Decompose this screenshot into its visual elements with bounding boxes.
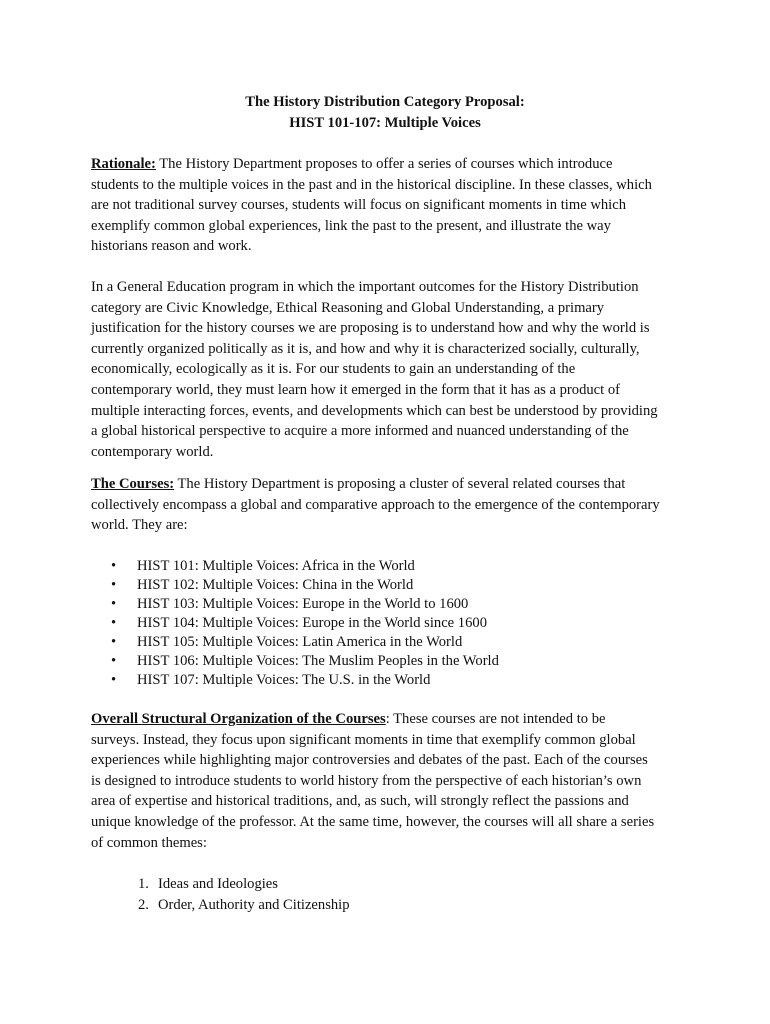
gen-ed-paragraph (91, 277, 691, 462)
structure-heading: Overall Structural Organization of the Courses (91, 711, 386, 727)
theme-text: Ideas and Ideologies (158, 876, 278, 892)
list-item: • HIST 104: Multiple Voices: Europe in the World since 1600 (111, 614, 499, 633)
theme-number: 1. (138, 876, 149, 892)
gen-ed-line-5: economically, ecologically as it is. For our students to gain an understanding of the (91, 361, 576, 378)
structure-line-1: : These courses are not intended to be (385, 711, 606, 727)
document-title (0, 92, 770, 133)
rationale-line-4: exemplify common global experiences, link the past to the present, and illustrate the way (91, 217, 611, 234)
gen-ed-line-4: currently organized politically as it is, and how and why it is characterized socially, culturally, (91, 340, 640, 357)
rationale-line-5: historians reason and work. (91, 238, 252, 255)
title-line-1: The History Distribution Category Proposal: (245, 94, 525, 110)
course-list (111, 557, 499, 690)
structure-line-6: unique knowledge of the professor. At the same time, however, the courses will all share a series (91, 813, 655, 830)
structure-line-3: experiences while highlighting major controversies and debates of the past. Each of the courses (91, 752, 648, 769)
list-item: • HIST 102: Multiple Voices: China in the World (111, 576, 499, 595)
gen-ed-line-6: contemporary world, they must learn how it emerged in the form that it has as a product of (91, 381, 621, 398)
structure-paragraph (91, 709, 691, 853)
title-line-2: HIST 101-107: Multiple Voices (289, 114, 481, 131)
gen-ed-line-9: contemporary world. (91, 443, 214, 460)
structure-line-5: area of expertise and historical traditions, and, as such, will strongly reflect the passions and (91, 793, 629, 810)
list-item: • HIST 103: Multiple Voices: Europe in the World to 1600 (111, 595, 499, 614)
list-item (138, 874, 350, 895)
structure-line-2: surveys. Instead, they focus upon significant moments in time that exemplify common global (91, 731, 636, 748)
list-item: • HIST 105: Multiple Voices: Latin America in the World (111, 633, 499, 652)
list-item: • HIST 107: Multiple Voices: The U.S. in the World (111, 671, 499, 690)
structure-line-4: is designed to introduce students to world history from the perspective of each historian’s own (91, 772, 642, 789)
gen-ed-line-7: multiple interacting forces, events, and developments which can best be understood by providing (91, 402, 658, 419)
list-item: • HIST 106: Multiple Voices: The Muslim Peoples in the World (111, 652, 499, 671)
rationale-line-1: The History Department proposes to offer a series of courses which introduce (155, 156, 613, 172)
theme-text: Order, Authority and Citizenship (158, 896, 350, 913)
courses-paragraph (91, 474, 691, 536)
list-item (138, 895, 350, 916)
rationale-paragraph (91, 154, 691, 257)
gen-ed-line-1: In a General Education program in which the important outcomes for the History Distribution (91, 279, 639, 295)
rationale-line-2: students to the multiple voices in the past and in the historical discipline. In these classes, which (91, 176, 652, 193)
courses-line-3: world. They are: (91, 517, 188, 534)
courses-heading: The Courses: (91, 476, 175, 492)
list-item: • HIST 101: Multiple Voices: Africa in the World (111, 557, 499, 576)
courses-line-2: collectively encompass a global and comparative approach to the emergence of the contemporary (91, 496, 660, 513)
gen-ed-line-3: justification for the history courses we are proposing is to understand how and why the world is (91, 320, 650, 337)
rationale-line-3: are not traditional survey courses, students will focus on significant moments in time which (91, 197, 627, 214)
courses-line-1: The History Department is proposing a cluster of several related courses that (174, 476, 626, 492)
structure-line-7: of common themes: (91, 834, 207, 851)
themes-list (138, 874, 350, 915)
gen-ed-line-8: a global historical perspective to acquire a more informed and nuanced understanding of the (91, 423, 629, 440)
rationale-heading: Rationale: (91, 156, 156, 172)
gen-ed-line-2: category are Civic Knowledge, Ethical Reasoning and Global Understanding, a primary (91, 299, 605, 316)
theme-number: 2. (138, 896, 149, 913)
